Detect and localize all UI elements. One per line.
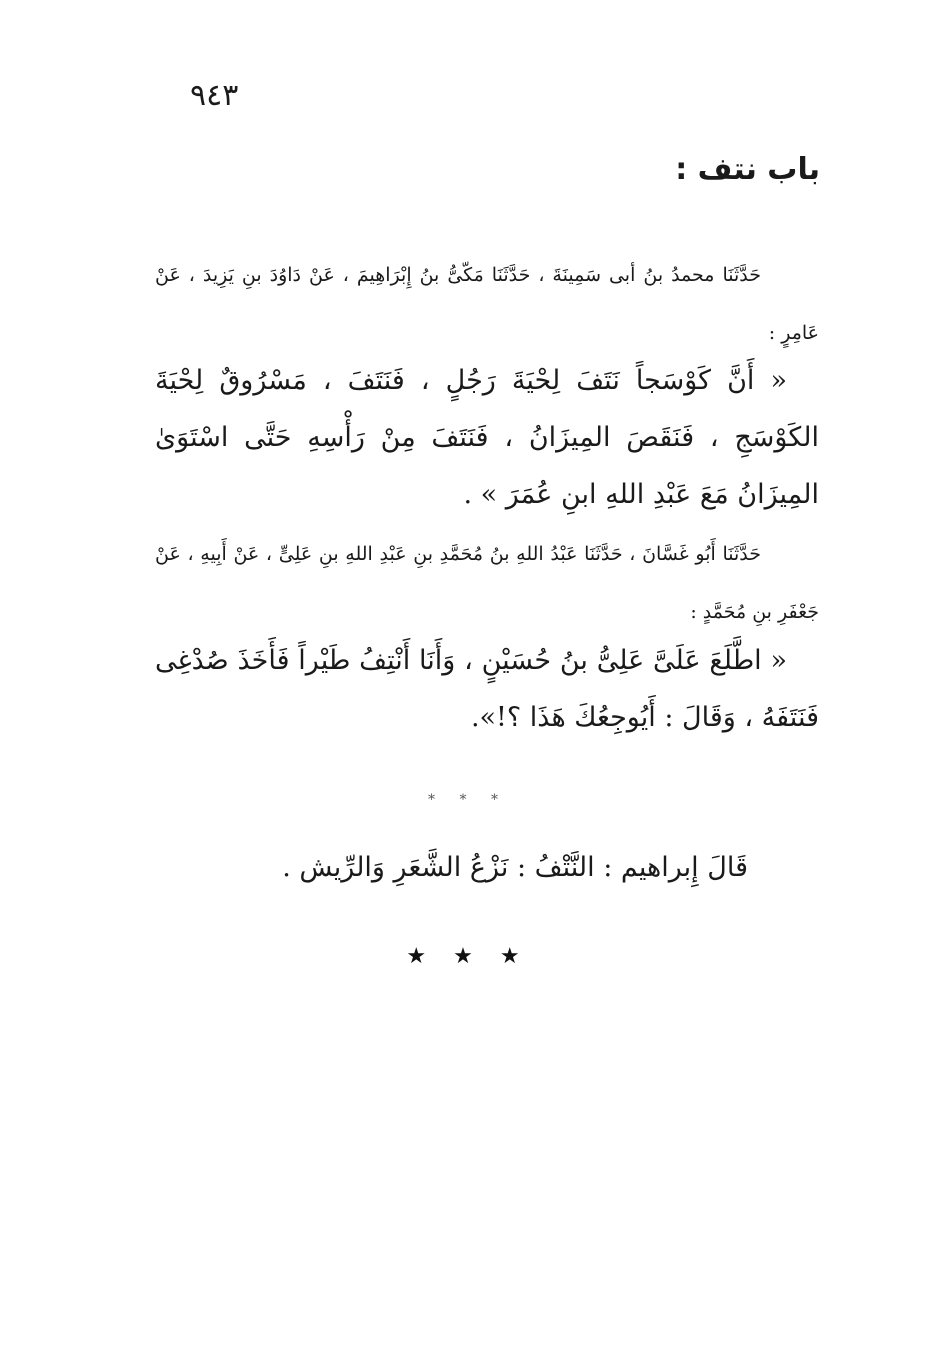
lexical-note: قَالَ إِبراهيم : النَّتْفُ : نَزْعُ الشَّعَرِ وَالرِّيش . xyxy=(282,852,748,883)
end-of-section-mark: ★ ★ ★ xyxy=(406,944,530,969)
hadith-2-isnad-text: حَدَّثَنَا أَبُو غَسَّانَ ، حَدَّثَنَا عَبْدُ اللهِ بنُ مُحَمَّدِ بنِ عَبْدِ اللهِ بنِ عَلِىٍّ ، عَنْ أَبِيهِ ، عَنْ جَعْفَرِ بنِ مُحَمَّدٍ : xyxy=(155,543,819,623)
hadith-2-matn xyxy=(155,632,819,746)
hadith-1-matn xyxy=(155,352,819,523)
page-number: ٩٤٣ xyxy=(190,78,239,113)
chapter-title: باب نتف : xyxy=(675,152,820,187)
hadith-1-matn-text: « أَنَّ كَوْسَجاً نَتَفَ لِحْيَةَ رَجُلٍ ، فَنَتَفَ ، مَسْرُوقٌ لِحْيَةَ الكَوْسَجِ ، فَنَقَصَ المِيزَانُ ، فَنَتَفَ مِنْ رَأْسِهِ حَتَّى اسْتَوَىٰ المِيزَانُ مَعَ عَبْدِ اللهِ ابنِ عُمَرَ » . xyxy=(155,365,819,510)
hadith-1-isnad xyxy=(155,246,819,362)
section-separator: * * * xyxy=(428,792,508,808)
hadith-1-isnad-text: حَدَّثَنَا محمدُ بنُ أبى سَمِينَةَ ، حَدَّثَنَا مَكّىُّ بنُ إِبْرَاهِيمَ ، عَنْ دَاوُدَ بنِ يَزِيدَ ، عَنْ عَامِرٍ : xyxy=(155,264,819,344)
hadith-2-isnad xyxy=(155,525,819,641)
hadith-2-matn-text: « اطَّلَعَ عَلَىَّ عَلِىُّ بنُ حُسَيْنٍ ، وَأَنَا أَنْتِفُ طَيْراً فَأَخَذَ صُدْغِى فَنَتَفَهُ ، وَقَالَ : أَيُوجِعُكَ هَذَا ؟!». xyxy=(155,645,819,733)
